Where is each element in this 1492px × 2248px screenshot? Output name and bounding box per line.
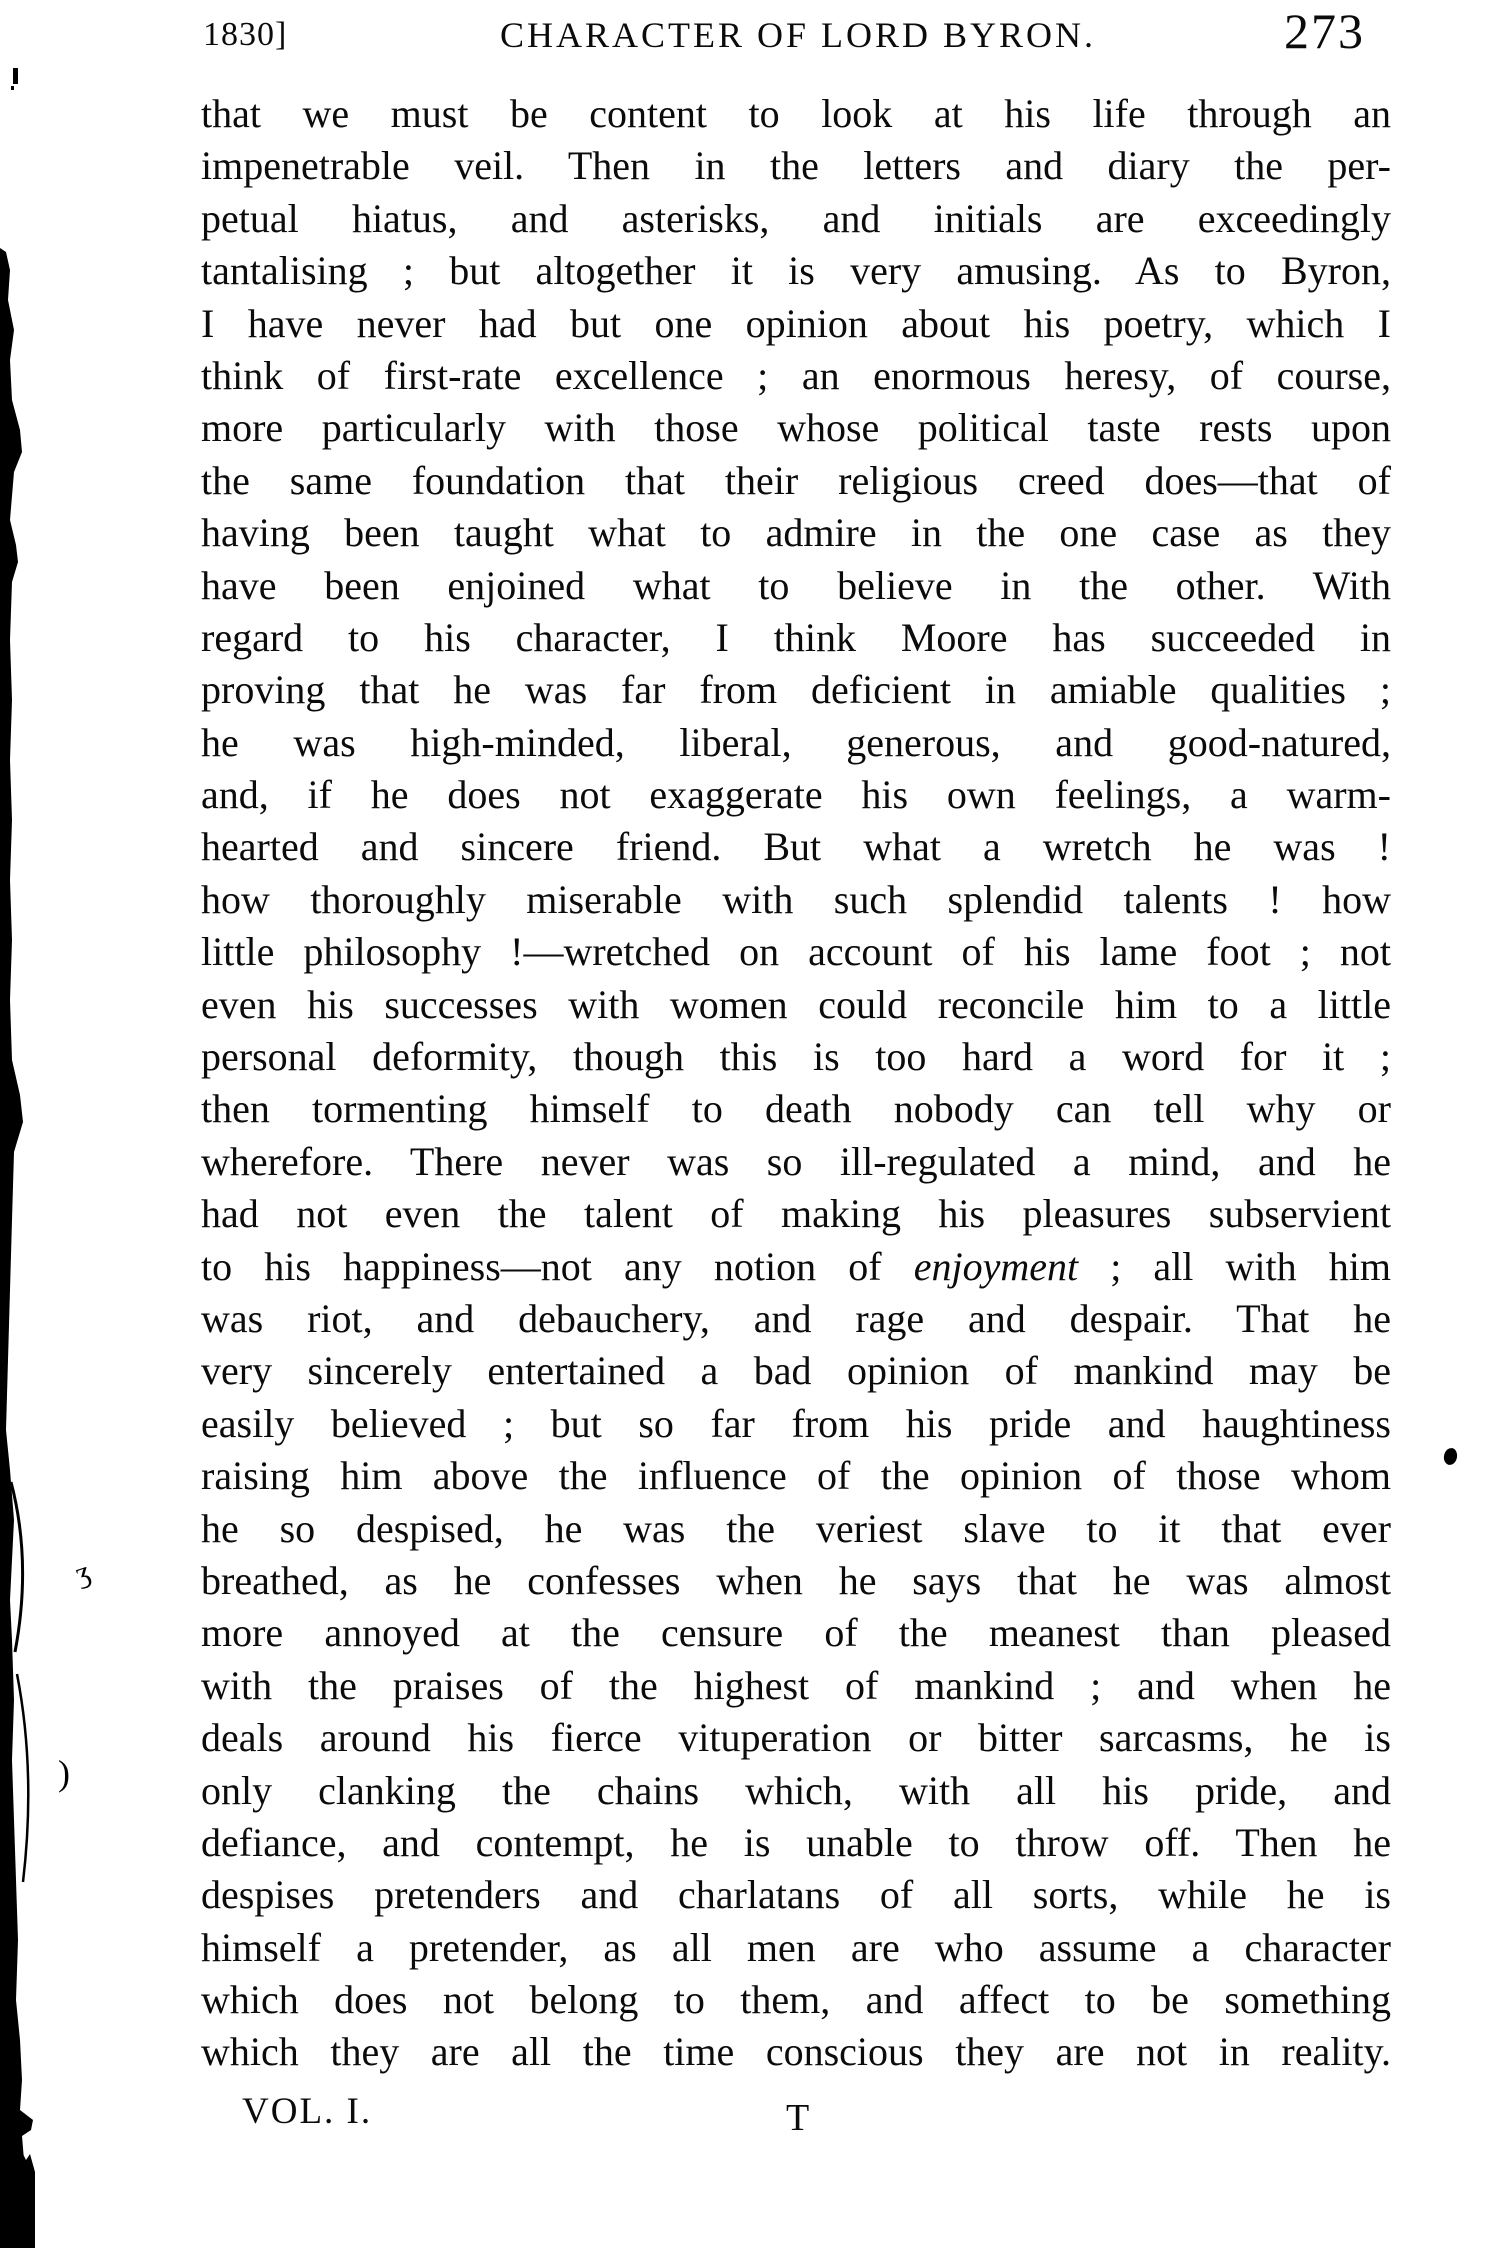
stray-mark-artifact: ʒ [71, 1554, 94, 1591]
text-line: impenetrable veil. Then in the letters and diary the per- [201, 143, 1391, 189]
text-line: tantalising ; but altogether it is very amusing. As to Byron, [201, 248, 1391, 294]
text-line: with the praises of the highest of mankind ; and when he [201, 1662, 1391, 1708]
header-running-title: CHARACTER OF LORD BYRON. [500, 15, 1097, 55]
text-line: personal deformity, though this is too hard a word for it ; [201, 1034, 1391, 1080]
text-line: was riot, and debauchery, and rage and despair. That he [201, 1295, 1391, 1341]
text-line: how thoroughly miserable with such splendid talents ! how [201, 876, 1391, 922]
text-line: then tormenting himself to death nobody can tell why or [201, 1086, 1391, 1132]
body-text [201, 88, 1391, 2079]
text-line: wherefore. There never was so ill-regulated a mind, and he [201, 1138, 1391, 1184]
text-line: little philosophy !—wretched on account of his lame foot ; not [201, 929, 1391, 975]
text-line: had not even the talent of making his pleasures subservient [201, 1191, 1391, 1237]
ink-dot-artifact [1442, 1447, 1458, 1466]
text-line: he so despised, he was the veriest slave to it that ever [201, 1505, 1391, 1551]
text-line: despises pretenders and charlatans of all sorts, while he is [201, 1872, 1391, 1918]
text-line: regard to his character, I think Moore has succeeded in [201, 614, 1391, 660]
text-line: the same foundation that their religious creed does—that of [201, 457, 1391, 503]
header-year: 1830] [203, 16, 288, 53]
text-line: petual hiatus, and asterisks, and initials are exceedingly [201, 195, 1391, 241]
text-line: which they are all the time conscious they are not in reality. [201, 2029, 1391, 2075]
text-line: more particularly with those whose political taste rests upon [201, 405, 1391, 451]
text-line: which does not belong to them, and affect to be something [201, 1977, 1391, 2023]
text-line: proving that he was far from deficient in amiable qualities ; [201, 667, 1391, 713]
text-line: raising him above the influence of the opinion of those whom [201, 1453, 1391, 1499]
text-line: I have never had but one opinion about his poetry, which I [201, 300, 1391, 346]
text-line: think of first-rate excellence ; an enormous heresy, of course, [201, 352, 1391, 398]
text-line: he was high-minded, liberal, generous, and good-natured, [201, 719, 1391, 765]
text-line: himself a pretender, as all men are who assume a character [201, 1924, 1391, 1970]
text-line: having been taught what to admire in the one case as they [201, 510, 1391, 556]
footer-volume-label: VOL. I. [242, 2091, 373, 2132]
text-line: even his successes with women could reconcile him to a little [201, 981, 1391, 1027]
text-line: defiance, and contempt, he is unable to throw off. Then he [201, 1819, 1391, 1865]
text-line: hearted and sincere friend. But what a wretch he was ! [201, 824, 1391, 870]
text-line: only clanking the chains which, with all his pride, and [201, 1767, 1391, 1813]
text-line: breathed, as he confesses when he says that he was almost [201, 1557, 1391, 1603]
text-line: and, if he does not exaggerate his own feelings, a warm- [201, 772, 1391, 818]
text-line: more annoyed at the censure of the meanest than pleased [201, 1610, 1391, 1656]
text-line: deals around his fierce vituperation or bitter sarcasms, he is [201, 1715, 1391, 1761]
scan-binding-edge-artifact [0, 0, 120, 2248]
stray-bracket-artifact: ) [58, 1753, 70, 1793]
text-line: very sincerely entertained a bad opinion of mankind may be [201, 1348, 1391, 1394]
text-line: easily believed ; but so far from his pride and haughtiness [201, 1400, 1391, 1446]
text-line: have been enjoined what to believe in the other. With [201, 562, 1391, 608]
text-line: that we must be content to look at his life through an [201, 91, 1391, 136]
header-page-number: 273 [1284, 3, 1365, 59]
text-line: to his happiness—not any notion of enjoyment ; all with him [201, 1243, 1391, 1289]
footer-signature-mark: T [786, 2097, 810, 2139]
